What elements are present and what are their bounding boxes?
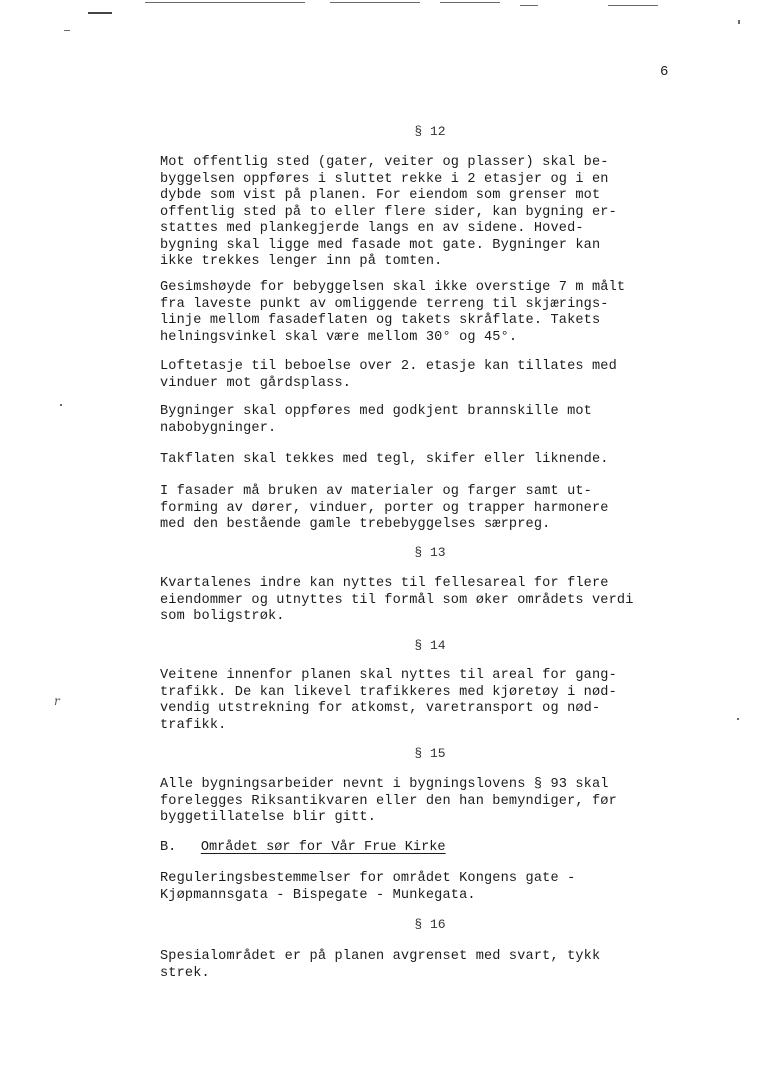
scan-line-6 (608, 5, 658, 6)
section-heading-12: § 12 (414, 124, 446, 139)
scan-dot-right (737, 718, 739, 720)
part-b-intro: Reguleringsbestemmelser for området Kongens gate - Kjøpmannsgata - Bispegate - Munkegata. (160, 871, 576, 903)
scan-line-2 (145, 2, 305, 3)
s12-paragraph-2: Gesimshøyde for bebyggelsen skal ikke overstige 7 m målt fra laveste punkt av omliggende terreng til skjærings- linje mellom fasadeflaten og takets skråflate. Takets helningsvinkel skal være mellom 30° og 45°. (160, 280, 626, 345)
scan-tick-left (64, 30, 70, 31)
s12-paragraph-5: Takflaten skal tekkes med tegl, skifer eller liknende. (160, 452, 609, 467)
part-b-letter: B. (160, 840, 177, 855)
section-heading-14: § 14 (414, 638, 446, 653)
s12-paragraph-3: Loftetasje til beboelse over 2. etasje kan tillates med vinduer mot gårdsplass. (160, 359, 617, 391)
scan-line-5 (520, 5, 538, 6)
scan-line-4 (440, 2, 500, 3)
section-heading-13: § 13 (414, 545, 446, 560)
s15-paragraph-1: Alle bygningsarbeider nevnt i bygningslovens § 93 skal forelegges Riksantikvaren eller den han bemyndiger, før byggetillatelse blir gitt. (160, 777, 617, 825)
scan-dot-mid (60, 404, 62, 406)
s12-paragraph-1: Mot offentlig sted (gater, veiter og plasser) skal be- byggelsen oppføres i sluttet rekke i 2 etasjer og i en dybde som vist på planen. For eiendom som grenser mot offentlig sted på to eller flere sider, kan bygning er- stattes med plankegjerde langs en av sidene. Hoved- bygning skal ligge med fasade mot gate. Bygninger kan ikke trekkes lenger inn på tomten. (160, 155, 617, 269)
s14-paragraph-1: Veitene innenfor planen skal nyttes til areal for gang- trafikk. De kan likevel trafikkeres med kjøretøy i nød- vendig utstrekning for atkomst, varetransport og nød- trafikk. (160, 668, 617, 733)
s12-paragraph-6: I fasader må bruken av materialer og farger samt ut- forming av dører, vinduer, porter og trapper harmonere med den bestående gamle trebebyggelses særpreg. (160, 484, 609, 532)
s12-paragraph-4: Bygninger skal oppføres med godkjent brannskille mot nabobygninger. (160, 404, 592, 436)
scan-line-3 (330, 2, 420, 3)
part-b-heading (160, 840, 446, 857)
scan-tick-right (738, 20, 740, 24)
s16-paragraph-1: Spesialområdet er på planen avgrenset med svart, tykk strek. (160, 949, 601, 981)
margin-mark: r (54, 694, 60, 708)
section-heading-15: § 15 (414, 746, 446, 761)
scan-line-1 (88, 12, 112, 14)
s13-paragraph-1: Kvartalenes indre kan nyttes til fellesareal for flere eiendommer og utnyttes til formål som øker områdets verdi som boligstrøk. (160, 576, 634, 624)
page-number: 6 (660, 64, 669, 80)
part-b-title: Området sør for Vår Frue Kirke (200, 840, 446, 855)
section-heading-16: § 16 (414, 917, 446, 932)
